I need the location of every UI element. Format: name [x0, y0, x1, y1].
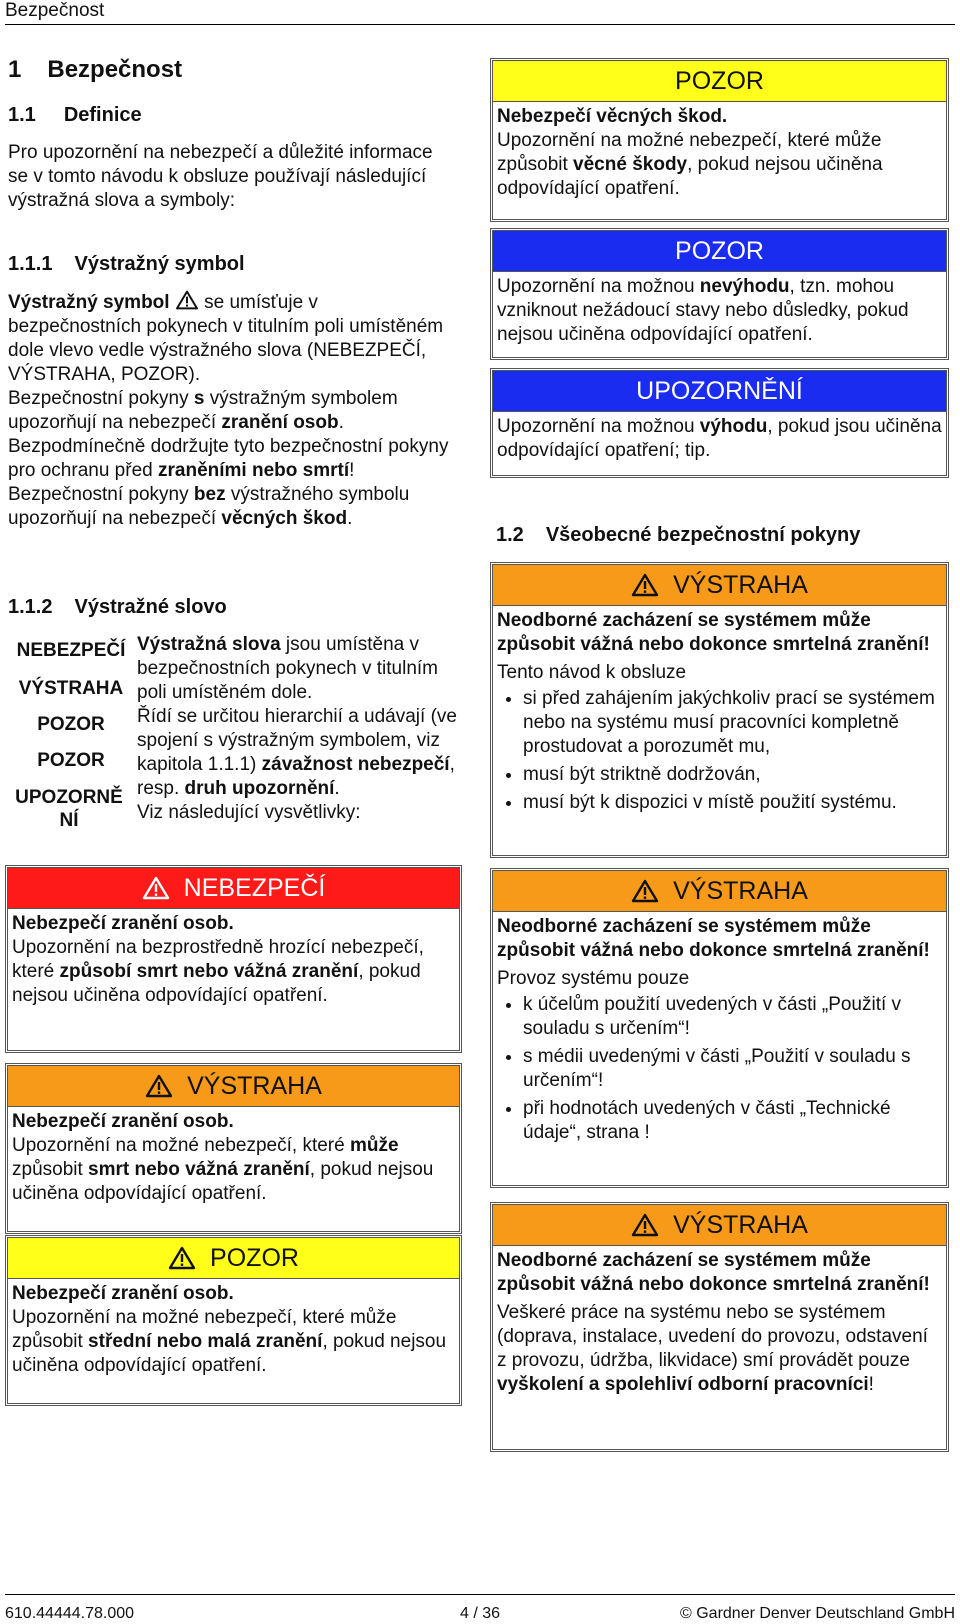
disadvantage-box-text-2: nevýhodu — [699, 276, 790, 297]
material-caution-text-2: věcné škody — [573, 154, 688, 175]
warning-triangle-icon — [631, 573, 659, 597]
heading-1-number: 1 — [8, 56, 22, 83]
caution-box-text-2: střední nebo malá zranění — [88, 1331, 323, 1352]
heading-1-1-number: 1.1 — [8, 104, 36, 126]
caution-box-header — [8, 1238, 459, 1279]
note-box-text-1: Upozornění na možnou — [497, 416, 700, 437]
page-footer — [5, 1594, 955, 1624]
general-warning-3-text — [497, 1301, 942, 1397]
symbol-text-e4: věcných škod — [221, 508, 348, 529]
danger-box-header — [8, 868, 459, 909]
caution-box-title: POZOR — [210, 1243, 299, 1272]
general-warning-box-1 — [490, 562, 949, 858]
heading-1-1-1 — [8, 253, 456, 276]
general-warning-3-title: VÝSTRAHA — [673, 1210, 808, 1239]
heading-1-2-number: 1.2 — [496, 524, 524, 546]
words-description — [137, 633, 459, 825]
caution-box — [5, 1235, 462, 1406]
danger-box-text-1: Upozornění na bezprostředně hrozící nebezpečí, které — [12, 937, 424, 982]
warning-triangle-icon — [631, 879, 659, 903]
general-warning-3-body — [493, 1246, 946, 1400]
symbol-text-d2: zraněními nebo smrtí — [158, 460, 350, 481]
heading-1-1-2-title: Výstražné slovo — [74, 596, 227, 618]
disadvantage-box-header — [493, 231, 946, 272]
symbol-text-d1: Bezpodmínečně dodržujte tyto bezpečnostní pokyny pro ochranu před — [8, 436, 449, 481]
warning-box-body — [8, 1107, 459, 1209]
general-warning-1-body — [493, 606, 946, 822]
page-header — [5, 0, 955, 25]
symbol-text-e5: . — [347, 508, 353, 529]
caution-box-text-3: , pokud nejsou učiněna odpovídající opatření. — [12, 1331, 447, 1376]
footer-document-number: 610.44444.78.000 — [5, 1605, 135, 1622]
heading-1-2-title: Všeobecné bezpečnostní pokyny — [545, 524, 861, 546]
disadvantage-box — [490, 228, 949, 360]
footer-company: © Gardner Denver Deutschland GmbH — [679, 1605, 955, 1622]
symbol-text-c3: výstražným symbolem upozorňují na nebezpečí — [8, 388, 398, 433]
symbol-text-e1: Bezpečnostní pokyny — [8, 484, 194, 505]
symbol-text-c4: zranění osob — [221, 412, 339, 433]
danger-box — [5, 865, 462, 1053]
general-warning-3-lead: Neodborné zacházení se systémem může způsobit vážná nebo dokonce smrtelná zranění! — [497, 1250, 930, 1295]
general-warning-2-body — [493, 912, 946, 1152]
general-warning-1-lead: Neodborné zacházení se systémem může způsobit vážná nebo dokonce smrtelná zranění! — [497, 610, 930, 655]
words-text-c: Řídí se určitou hierarchií a udávají (ve spojení s výstražným symbolem, viz kapitola 1.1.1) — [137, 706, 457, 775]
heading-1-1-1-number: 1.1.1 — [8, 253, 53, 275]
general-warning-3-text-1: Veškeré práce na systému nebo se systémem (doprava, instalace, uvedení do provozu, odstavení z provozu, údržba, likvidace) smí provádět pouze — [497, 1302, 928, 1371]
disadvantage-box-title: POZOR — [675, 236, 764, 265]
warning-triangle-icon — [145, 1074, 173, 1098]
symbol-text-e2: bez — [193, 484, 226, 505]
general-warning-box-2 — [490, 868, 949, 1188]
material-caution-lead: Nebezpečí věcných škod. — [497, 106, 728, 127]
general-warning-2-header — [493, 871, 946, 912]
list-item: • s médii uvedenými v části „Použití v souladu s určením“! — [523, 1045, 942, 1093]
symbol-text-c2: s — [193, 388, 205, 409]
words-text-f: druh upozornění — [184, 778, 335, 799]
caution-box-text-1: Upozornění na možné nebezpečí, které může způsobit — [12, 1307, 397, 1352]
symbol-text-e3: výstražného symbolu upozorňují na nebezpečí — [8, 484, 410, 529]
warning-box-text-5: , pokud nejsou učiněna odpovídající opatření. — [12, 1159, 434, 1204]
general-warning-box-3 — [490, 1202, 949, 1452]
symbol-description: se umísťuje v bezpečnostních pokynech v titulním poli umístěném dole vlevo vedle výstražného slova (NEBEZPEČÍ, VÝSTRAHA, POZOR). — [8, 292, 444, 385]
words-text-h: Viz následující vysvětlivky: — [137, 802, 361, 823]
list-item: • si před zahájením jakýchkoliv prací se systémem nebo na systému musí pracovníci kompletně prostudovat a porozumět mu, — [523, 687, 942, 759]
words-text-a: Výstražná slova — [137, 634, 281, 655]
heading-1-1-title: Definice — [63, 104, 142, 126]
word-danger: NEBEZPEČÍ — [16, 640, 126, 661]
material-caution-box — [490, 58, 949, 222]
note-box-body — [493, 412, 946, 466]
left-column — [8, 56, 456, 531]
warning-box-text-4: smrt nebo vážná zranění — [88, 1159, 310, 1180]
list-item: • musí být k dispozici v místě použití systému. — [523, 791, 942, 815]
symbol-term: Výstražný symbol — [8, 292, 170, 313]
general-warning-1-header — [493, 565, 946, 606]
note-box-text-2: výhodu — [699, 416, 768, 437]
warning-triangle-icon — [168, 1246, 196, 1270]
material-caution-body — [493, 102, 946, 204]
danger-box-text-3: , pokud nejsou učiněna odpovídající opatření. — [12, 961, 421, 1006]
general-warning-3-text-2: vyškolení a spolehliví odborní pracovníci — [497, 1374, 869, 1395]
symbol-text-c5: . — [338, 412, 344, 433]
note-box-header — [493, 371, 946, 412]
warning-box-text-1: Upozornění na možné nebezpečí, které — [12, 1135, 350, 1156]
warning-triangle-icon — [175, 290, 199, 310]
symbol-text-c1: Bezpečnostní pokyny — [8, 388, 194, 409]
danger-box-text-2: způsobí smrt nebo vážná zranění — [59, 961, 359, 982]
material-caution-header — [493, 61, 946, 102]
heading-1-2 — [496, 524, 860, 547]
general-warning-1-intro: Tento návod k obsluze — [497, 662, 687, 683]
caution-box-body — [8, 1279, 459, 1381]
word-caution-2: POZOR — [37, 750, 105, 771]
heading-1-title: Bezpečnost — [47, 56, 183, 83]
note-box-text-3: , pokud jsou učiněna odpovídající opatření; tip. — [497, 416, 942, 461]
heading-1-1-1-title: Výstražný symbol — [74, 253, 245, 275]
word-caution: POZOR — [37, 714, 105, 735]
general-warning-1-list — [497, 687, 942, 815]
general-warning-2-intro: Provoz systému pouze — [497, 968, 690, 989]
danger-box-lead: Nebezpečí zranění osob. — [12, 913, 234, 934]
warning-box-header — [8, 1066, 459, 1107]
warning-triangle-icon — [142, 876, 170, 900]
general-warning-2-lead: Neodborné zacházení se systémem může způsobit vážná nebo dokonce smrtelná zranění! — [497, 916, 930, 961]
list-item: • při hodnotách uvedených v části „Technické údaje“, strana ! — [523, 1097, 942, 1145]
symbol-paragraph — [8, 290, 456, 531]
heading-1-1-2-number: 1.1.2 — [8, 596, 53, 618]
general-warning-3-text-3: ! — [868, 1374, 874, 1395]
warning-box-lead: Nebezpečí zranění osob. — [12, 1111, 234, 1132]
disadvantage-box-body — [493, 272, 946, 350]
word-note: UPOZORNĚ NÍ — [15, 787, 123, 831]
words-text-d: závažnost nebezpečí — [261, 754, 450, 775]
general-warning-2-list — [497, 993, 942, 1145]
warning-triangle-icon — [631, 1213, 659, 1237]
symbol-text-d3: ! — [349, 460, 355, 481]
list-item: • k účelům použití uvedených v části „Použití v souladu s určením“! — [523, 993, 942, 1041]
heading-1-1-2 — [8, 596, 227, 619]
words-text-g: . — [334, 778, 340, 799]
warning-box — [5, 1063, 462, 1234]
word-warning: VÝSTRAHA — [18, 678, 124, 699]
note-box — [490, 368, 949, 478]
caution-box-lead: Nebezpečí zranění osob. — [12, 1283, 234, 1304]
words-text-b: jsou umístěna v bezpečnostních pokynech v titulním poli umístěném dole. — [137, 634, 439, 703]
general-warning-3-header — [493, 1205, 946, 1246]
general-warning-2-title: VÝSTRAHA — [673, 876, 808, 905]
heading-1 — [8, 56, 456, 84]
heading-1-1 — [8, 104, 456, 127]
warning-box-title: VÝSTRAHA — [187, 1071, 322, 1100]
danger-box-body — [8, 909, 459, 1011]
disadvantage-box-text-3: , tzn. mohou vzniknout nežádoucí stavy nebo důsledky, pokud nejsou učiněna odpovídající opatření. — [497, 276, 909, 345]
note-box-title: UPOZORNĚNÍ — [636, 376, 803, 405]
warning-box-text-2: může — [349, 1135, 399, 1156]
footer-page-number: 4 / 36 — [460, 1605, 501, 1622]
warning-box-text-3: způsobit — [12, 1159, 89, 1180]
words-text-e: , resp. — [137, 754, 455, 799]
danger-box-title: NEBEZPEČÍ — [183, 873, 326, 902]
intro-paragraph: Pro upozornění na nebezpečí a důležité informace se v tomto návodu k obsluze používají následující výstražná slova a symboly: — [8, 142, 433, 211]
material-caution-text-3: , pokud nejsou učiněna odpovídající opatření. — [497, 154, 883, 199]
material-caution-title: POZOR — [675, 66, 764, 95]
header-title: Bezpečnost — [5, 0, 105, 21]
general-warning-1-title: VÝSTRAHA — [673, 570, 808, 599]
disadvantage-box-text-1: Upozornění na možnou — [497, 276, 700, 297]
material-caution-text-1: Upozornění na možné nebezpečí, které může způsobit — [497, 130, 882, 175]
list-item: • musí být striktně dodržován, — [523, 763, 942, 787]
